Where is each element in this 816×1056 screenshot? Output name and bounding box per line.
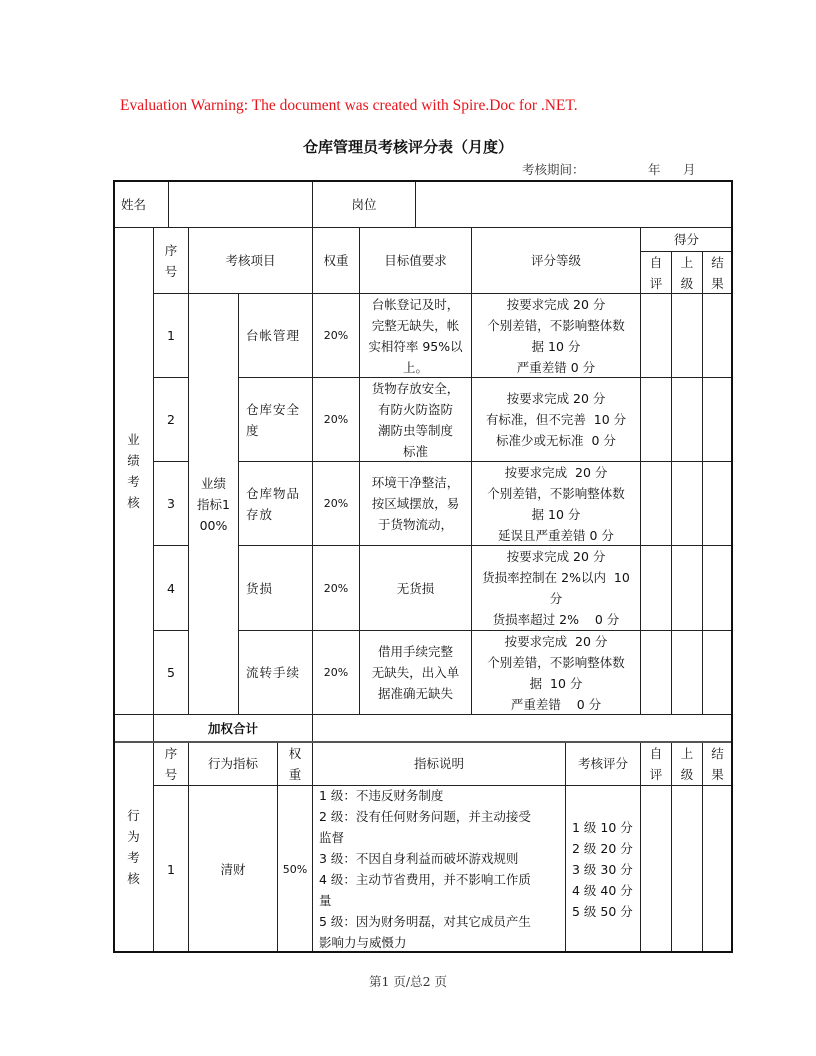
perf-row-result-score[interactable]	[702, 461, 733, 546]
header-superior: 上级	[671, 251, 703, 294]
behavior-section-label: 行为考核	[113, 741, 154, 953]
behavior-row-indicator: 清财	[188, 785, 278, 953]
header-self: 自评	[640, 251, 672, 294]
name-field[interactable]	[168, 181, 313, 228]
perf-row-result-score[interactable]	[702, 630, 733, 715]
perf-row-superior-score[interactable]	[671, 293, 703, 378]
perf-row-seq: 2	[153, 377, 189, 462]
header-grade: 评分等级	[471, 227, 641, 294]
perf-row-result-score[interactable]	[702, 545, 733, 631]
perf-row-grade: 按要求完成 20 分 个别差错，不影响整体数 据 10 分 延误且严重差错 0 分	[471, 461, 641, 546]
perf-row-self-score[interactable]	[640, 293, 672, 378]
document-title: 仓库管理员考核评分表（月度）	[302, 138, 513, 156]
perf-row-self-score[interactable]	[640, 630, 672, 715]
perf-row-seq: 3	[153, 461, 189, 546]
behavior-row-rating: 1 级 10 分 2 级 20 分 3 级 30 分 4 级 40 分 5 级 50 分	[565, 785, 641, 953]
header-item: 考核项目	[188, 227, 313, 294]
perf-row-weight: 20%	[312, 377, 360, 462]
behavior-row-result-score[interactable]	[702, 785, 733, 953]
perf-row-target: 无货损	[359, 545, 472, 631]
behavior-header-desc: 指标说明	[312, 741, 566, 786]
perf-row-grade: 按要求完成 20 分 个别差错，不影响整体数 据 10 分 严重差错 0 分	[471, 293, 641, 378]
perf-row-grade: 按要求完成 20 分 个别差错，不影响整体数 据 10 分 严重差错 0 分	[471, 630, 641, 715]
perf-row-self-score[interactable]	[640, 377, 672, 462]
perf-row-weight: 20%	[312, 630, 360, 715]
page-footer: 第1 页/总2 页	[368, 974, 448, 989]
perf-row-superior-score[interactable]	[671, 545, 703, 631]
period-label: 考核期间：	[522, 162, 585, 177]
perf-row-target: 货物存放安全， 有防火防盗防 潮防虫等制度 标准	[359, 377, 472, 462]
perf-row-self-score[interactable]	[640, 545, 672, 631]
perf-row-grade: 按要求完成 20 分 货损率控制在 2%以内 10 分 货损率超过 2% 0 分	[471, 545, 641, 631]
position-field[interactable]	[415, 181, 733, 228]
perf-row-target: 借用手续完整 无缺失，出入单 据准确无缺失	[359, 630, 472, 715]
perf-row-seq: 5	[153, 630, 189, 715]
perf-row-self-score[interactable]	[640, 461, 672, 546]
behavior-header-seq: 序号	[153, 741, 189, 786]
name-label: 姓名	[113, 181, 169, 228]
behavior-header-result: 结果	[702, 741, 733, 786]
header-seq: 序号	[153, 227, 189, 294]
perf-row-item: 货损	[238, 545, 313, 631]
header-score: 得分	[640, 227, 733, 252]
performance-section-text: 业绩考核	[127, 432, 140, 510]
behavior-header-weight: 权重	[277, 741, 313, 786]
period-month: 月	[683, 162, 696, 177]
performance-group-label: 业绩指标100%	[188, 293, 239, 715]
perf-row-seq: 1	[153, 293, 189, 378]
perf-row-item: 流转手续	[238, 630, 313, 715]
weighted-total-value[interactable]	[312, 714, 733, 742]
perf-row-superior-score[interactable]	[671, 377, 703, 462]
perf-row-weight: 20%	[312, 293, 360, 378]
perf-row-weight: 20%	[312, 545, 360, 631]
behavior-header-rating: 考核评分	[565, 741, 641, 786]
perf-row-item: 仓库物品存放	[238, 461, 313, 546]
perf-row-superior-score[interactable]	[671, 630, 703, 715]
perf-row-target: 台帐登记及时， 完整无缺失，帐 实相符率 95%以 上。	[359, 293, 472, 378]
perf-row-weight: 20%	[312, 461, 360, 546]
behavior-header-self: 自评	[640, 741, 672, 786]
performance-section-label	[113, 227, 154, 715]
behavior-row-self-score[interactable]	[640, 785, 672, 953]
perf-row-superior-score[interactable]	[671, 461, 703, 546]
section-divider	[113, 741, 733, 743]
perf-row-result-score[interactable]	[702, 377, 733, 462]
perf-row-target: 环境干净整洁， 按区域摆放，易 于货物流动，	[359, 461, 472, 546]
header-target: 目标值要求	[359, 227, 472, 294]
behavior-row-weight: 50%	[277, 785, 313, 953]
evaluation-warning: Evaluation Warning: The document was created with Spire.Doc for .NET.	[120, 97, 578, 114]
weighted-total-label: 加权合计	[153, 714, 313, 742]
behavior-row-desc: 1 级：不违反财务制度 2 级：没有任何财务问题，并主动接受 监督 3 级：不因自身利益而破坏游戏规则 4 级：主动节省费用，并不影响工作质 量 5 级：因为财务明磊，对其它成员产生 影响力与威慑力	[312, 785, 566, 953]
position-label: 岗位	[312, 181, 416, 228]
perf-row-grade: 按要求完成 20 分 有标准，但不完善 10 分 标准少或无标准 0 分	[471, 377, 641, 462]
behavior-header-indicator: 行为指标	[188, 741, 278, 786]
behavior-row-superior-score[interactable]	[671, 785, 703, 953]
perf-row-item: 台帐管理	[238, 293, 313, 378]
perf-row-item: 仓库安全度	[238, 377, 313, 462]
behavior-header-superior: 上级	[671, 741, 703, 786]
behavior-row-seq: 1	[153, 785, 189, 953]
perf-row-seq: 4	[153, 545, 189, 631]
header-weight: 权重	[312, 227, 360, 294]
period-year: 年	[648, 162, 661, 177]
header-result: 结果	[702, 251, 733, 294]
perf-row-result-score[interactable]	[702, 293, 733, 378]
